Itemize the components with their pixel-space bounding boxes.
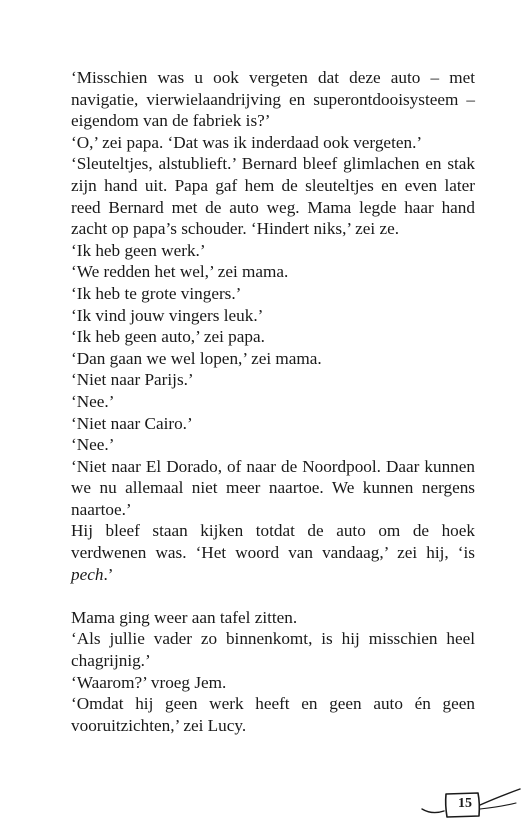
page-number: 15 [458,796,472,811]
paragraph-text-end: .’ [103,564,114,584]
paragraph: ‘Nee.’ [71,435,115,455]
paragraph: ‘Nee.’ [71,391,115,411]
paragraph: ‘Ik heb geen auto,’ zei papa. [71,327,265,347]
paragraph: ‘Omdat hij geen werk heeft en geen auto én geen vooruitzichten,’ zei Lucy. [71,694,475,735]
paragraph: ‘Als jullie vader zo binnenkomt, is hij misschien heel chagrijnig.’ [71,629,475,671]
paragraph: Mama ging weer aan tafel zitten. [71,607,298,627]
paragraph: ‘Niet naar El Dorado, of naar de Noordpool. Daar kunnen we nu allemaal niet meer naartoe. We kunnen nergens naartoe.’ [71,456,475,519]
page-number-ornament [418,785,522,825]
paragraph: ‘Ik vind jouw vingers leuk.’ [71,305,264,325]
paragraph: ‘O,’ zei papa. ‘Dat was ik inderdaad ook vergeten.’ [71,132,423,152]
emphasis-word: pech [71,564,104,584]
paragraph: ‘Sleuteltjes, alstublieft.’ Bernard bleef glimlachen en stak zijn hand uit. Papa gaf hem de sleuteltjes en even later reed Bernard met de auto weg. Mama legde haar hand zacht op papa’s schouder. ‘Hindert niks,’ zei ze. [71,154,475,239]
paragraph: ‘Ik heb te grote vingers.’ [71,283,242,303]
body-text [71,67,475,736]
paragraph: ‘Dan gaan we wel lopen,’ zei mama. [71,348,322,368]
paragraph: ‘We redden het wel,’ zei mama. [71,262,289,282]
paragraph-text: Hij bleef staan kijken totdat de auto om de hoek verdwenen was. ‘Het woord van vandaag,’ zei hij, ‘is [71,521,475,563]
paragraph: ‘Waarom?’ vroeg Jem. [71,672,227,692]
paragraph: ‘Misschien was u ook vergeten dat deze auto – met navigatie, vierwielaandrijving en superontdooisysteem – eigendom van de fabriek is?’ [71,68,475,131]
paragraph [71,520,475,585]
paragraph: ‘Niet naar Cairo.’ [71,413,193,433]
paragraph: ‘Niet naar Parijs.’ [71,370,194,390]
paragraph: ‘Ik heb geen werk.’ [71,240,206,260]
